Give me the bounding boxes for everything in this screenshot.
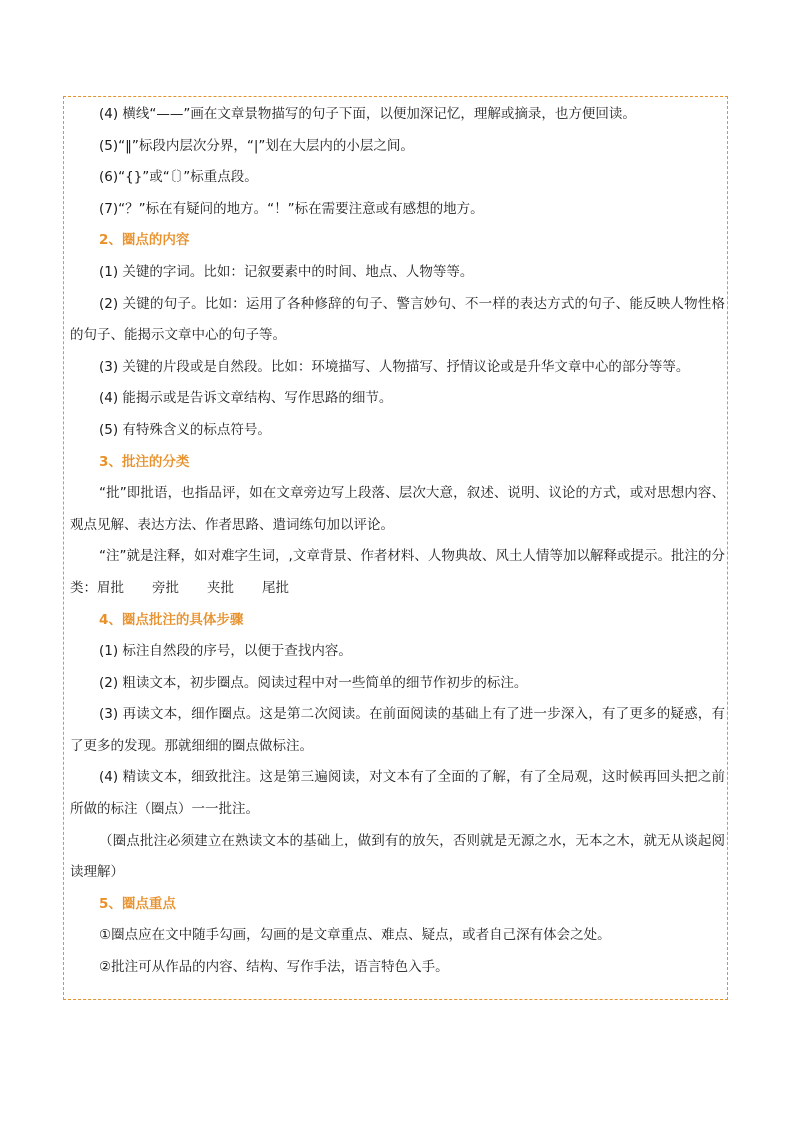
annotation-definition-pi: “批”即批语，也指品评，如在文章旁边写上段落、层次大意，叙述、说明、议论的方式，或对思想内容、观点见解、表达方法、作者思路、遣词练句加以评论。 <box>70 485 725 533</box>
step-item: (4) 精读文本，细致批注。这是第三遍阅读，对文本有了全面的了解，有了全局观，这时候再回头把之前所做的标注（圈点）一一批注。 <box>70 769 725 818</box>
annotation-type: 旁批 <box>152 579 179 596</box>
key-point-item: ②批注可从作品的内容、结构、写作手法，语言特色入手。 <box>99 959 449 976</box>
annotation-definition-zhu <box>70 541 725 604</box>
annotation-definition-zhu-text: “注”就是注释，如对难字生词，,文章背景、作者材料、人物典故、风土人情等加以解释或提示。批注的分类： <box>70 548 725 596</box>
section-heading-3: 3、批注的分类 <box>99 453 190 470</box>
section-heading-2: 2、圈点的内容 <box>99 232 190 249</box>
step-item: (2) 粗读文本，初步圈点。阅读过程中对一些简单的细节作初步的标注。 <box>99 674 528 691</box>
mark-rule-6: (6)“{}”或“〔〕”标重点段。 <box>99 169 258 186</box>
section-heading-5: 5、圈点重点 <box>99 895 176 912</box>
step-item: (1) 标注自然段的序号，以便于查找内容。 <box>99 643 352 660</box>
annotation-type: 尾批 <box>262 579 289 596</box>
annotation-type: 眉批 <box>97 579 124 596</box>
section-heading-4: 4、圈点批注的具体步骤 <box>99 611 244 628</box>
annotation-type: 夹批 <box>207 579 234 596</box>
step-note: （圈点批注必须建立在熟读文本的基础上，做到有的放矢，否则就是无源之水，无本之木，就无从谈起阅读理解） <box>70 832 725 881</box>
circle-content-item: (1) 关键的字词。比如：记叙要素中的时间、地点、人物等等。 <box>99 263 474 280</box>
circle-content-item: (4) 能揭示或是告诉文章结构、写作思路的细节。 <box>99 390 393 407</box>
circle-content-item: (2) 关键的句子。比如：运用了各种修辞的句子、警言妙句、不一样的表达方式的句子、能反映人物性格的句子、能揭示文章中心的句子等。 <box>70 295 725 344</box>
mark-rule-7: (7)“？”标在有疑问的地方。“！”标在需要注意或有感想的地方。 <box>99 200 484 217</box>
mark-rule-4: (4) 横线“——”画在文章景物描写的句子下面，以便加深记忆，理解或摘录，也方便回读。 <box>99 106 636 122</box>
document-body <box>70 99 725 984</box>
circle-content-item: (3) 关键的片段或是自然段。比如：环境描写、人物描写、抒情议论或是升华文章中心的部分等等。 <box>99 358 690 375</box>
step-item: (3) 再读文本，细作圈点。这是第二次阅读。在前面阅读的基础上有了进一步深入，有了更多的疑惑，有了更多的发现。那就细细的圈点做标注。 <box>70 706 725 754</box>
circle-content-item: (5) 有特殊含义的标点符号。 <box>99 421 271 438</box>
key-point-item: ①圈点应在文中随手勾画，勾画的是文章重点、难点、疑点，或者自己深有体会之处。 <box>99 927 611 944</box>
mark-rule-5: (5)“‖”标段内层次分界，“|”划在大层内的小层之间。 <box>99 137 414 154</box>
